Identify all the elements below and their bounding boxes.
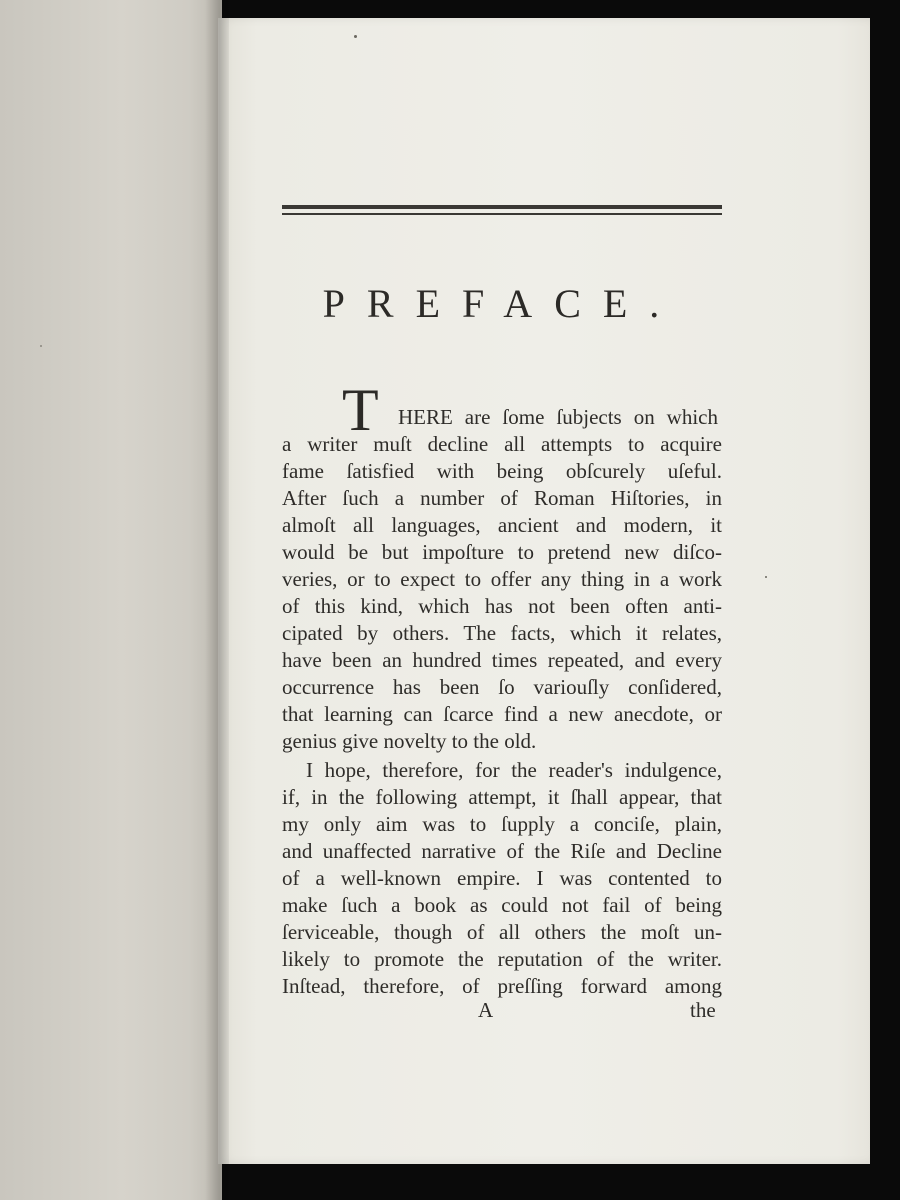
text-line-22: Inſtead, therefore, of preſſing forward among xyxy=(282,974,722,998)
paper-speck xyxy=(354,35,357,38)
text-line-4: After ſuch a number of Roman Hiſtories, in xyxy=(282,486,722,510)
text-line-20: ſerviceable, though of all others the moſt un- xyxy=(282,920,722,944)
header-rule-thin xyxy=(282,213,722,215)
text-line-9: cipated by others. The facts, which it relates, xyxy=(282,621,722,645)
text-line-14: I hope, therefore, for the reader's indulgence, xyxy=(306,758,722,782)
text-line-18: of a well-known empire. I was contented to xyxy=(282,866,722,890)
text-line-15: if, in the following attempt, it ſhall appear, that xyxy=(282,785,722,809)
header-rule-thick xyxy=(282,205,722,209)
book-gutter xyxy=(205,0,229,1200)
text-line-17: and unaffected narrative of the Riſe and Decline xyxy=(282,839,722,863)
paper-speck xyxy=(765,576,767,578)
catchword: the xyxy=(690,998,716,1022)
text-line-16: my only aim was to ſupply a conciſe, plain, xyxy=(282,812,722,836)
text-line-12: that learning can ſcarce find a new anecdote, or xyxy=(282,702,722,726)
text-line-5: almoſt all languages, ancient and modern, it xyxy=(282,513,722,537)
text-line-3: fame ſatisfied with being obſcurely uſeful. xyxy=(282,459,722,483)
text-line-8: of this kind, which has not been often anti- xyxy=(282,594,722,618)
signature-mark: A xyxy=(478,998,494,1022)
text-line-10: have been an hundred times repeated, and every xyxy=(282,648,722,672)
facing-left-page xyxy=(0,0,222,1200)
text-line-13: genius give novelty to the old. xyxy=(282,729,537,753)
text-line-21: likely to promote the reputation of the writer. xyxy=(282,947,722,971)
paper-speck xyxy=(40,345,42,347)
text-line-2: a writer muſt decline all attempts to acquire xyxy=(282,432,722,456)
page-title: PREFACE. xyxy=(322,281,682,326)
text-line-6: would be but impoſture to pretend new diſco- xyxy=(282,540,722,564)
drop-cap: T xyxy=(342,377,379,443)
text-line-7: veries, or to expect to offer any thing in a work xyxy=(282,567,722,591)
text-line-1: HERE are ſome ſubjects on which xyxy=(398,405,718,429)
text-line-19: make ſuch a book as could not fail of being xyxy=(282,893,722,917)
text-line-11: occurrence has been ſo variouſly conſidered, xyxy=(282,675,722,699)
